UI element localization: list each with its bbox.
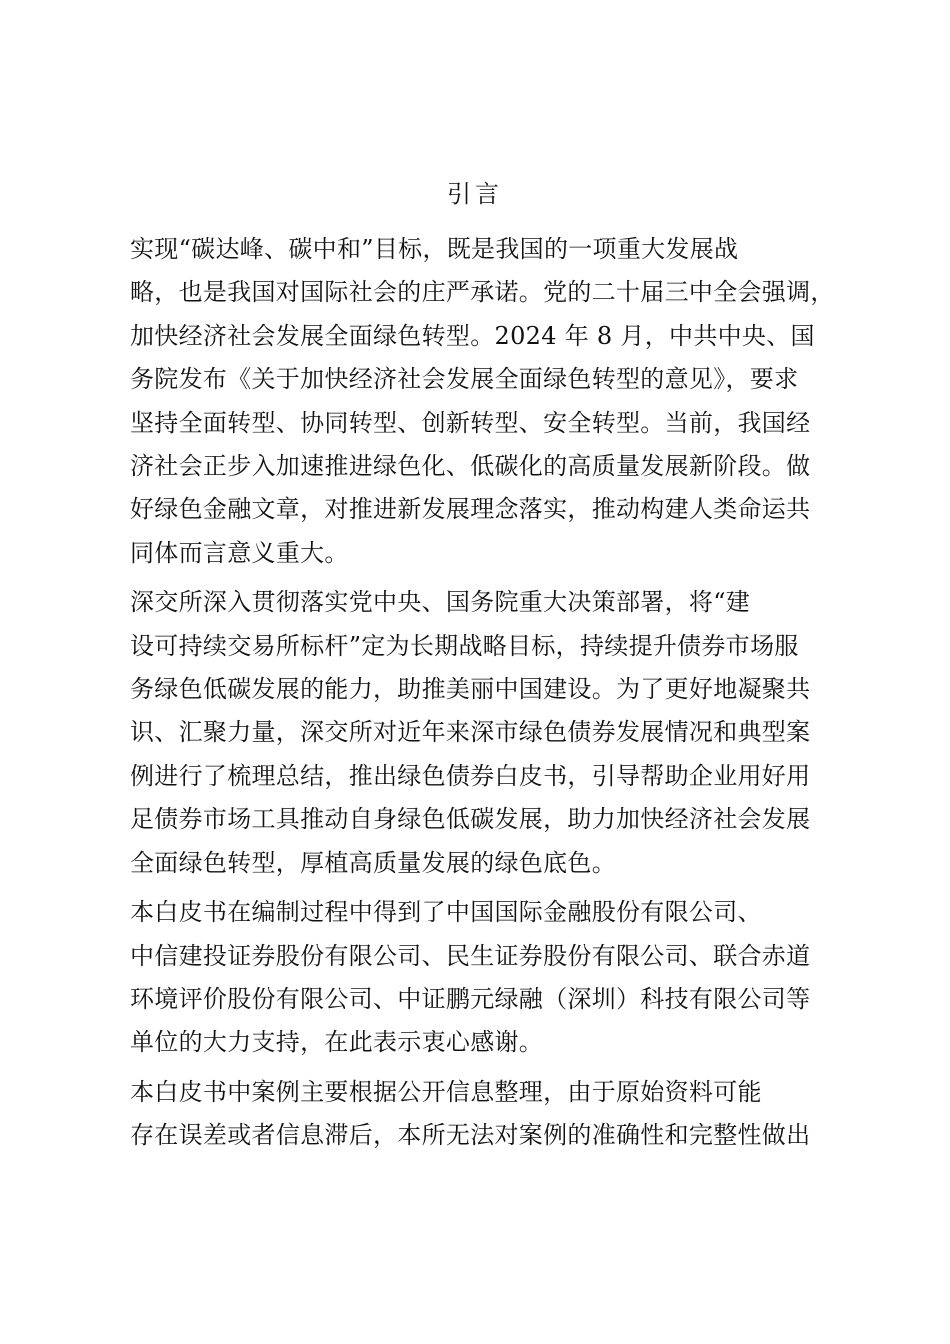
paragraph-line: 好绿色金融文章，对推进新发展理念落实，推动构建人类命运共 xyxy=(130,495,811,524)
paragraph-line: 环境评价股份有限公司、中证鹏元绿融（深圳）科技有限公司等 xyxy=(130,984,811,1013)
paragraph-4 xyxy=(130,1071,834,1158)
paragraph-line: 济社会正步入加速推进绿色化、低碳化的高质量发展新阶段。做 xyxy=(130,452,811,481)
paragraph-line: 本白皮书中案例主要根据公开信息整理，由于原始资料可能 xyxy=(130,1077,762,1106)
paragraph-line: 深交所深入贯彻落实党中央、国务院重大决策部署，将“建 xyxy=(130,588,751,617)
paragraph-line: 本白皮书在编制过程中得到了中国国际金融股份有限公司、 xyxy=(130,898,762,927)
paragraph-line: 存在误差或者信息滞后，本所无法对案例的准确性和完整性做出 xyxy=(130,1121,811,1150)
paragraph-line: 实现“碳达峰、碳中和”目标，既是我国的一项重大发展战 xyxy=(130,235,739,263)
paragraph-line: 例进行了梳理总结，推出绿色债券白皮书，引导帮助企业用好用 xyxy=(130,761,811,790)
paragraph-line: 足债券市场工具推动自身绿色低碳发展，助力加快经济社会发展 xyxy=(130,805,811,834)
page-title: 引言 xyxy=(447,180,503,208)
document-body xyxy=(130,228,834,1164)
paragraph-line: 务绿色低碳发展的能力，助推美丽中国建设。为了更好地凝聚共 xyxy=(130,675,811,704)
paragraph-line: 单位的大力支持，在此表示衷心感谢。 xyxy=(130,1028,544,1057)
paragraph-3 xyxy=(130,891,834,1065)
paragraph-line: 同体而言意义重大。 xyxy=(130,538,349,567)
paragraph-line: 识、汇聚力量，深交所对近年来深市绿色债券发展情况和典型案 xyxy=(130,718,811,747)
paragraph-line: 务院发布《关于加快经济社会发展全面绿色转型的意见》，要求 xyxy=(130,365,799,394)
paragraph-line: 略，也是我国对国际社会的庄严承诺。党的二十届三中全会强调， xyxy=(130,278,835,307)
paragraph-2 xyxy=(130,581,834,885)
paragraph-1 xyxy=(130,228,834,575)
paragraph-line: 坚持全面转型、协同转型、创新转型、安全转型。当前，我国经 xyxy=(130,408,811,437)
paragraph-line: 全面绿色转型，厚植高质量发展的绿色底色。 xyxy=(130,848,616,877)
paragraph-line: 加快经济社会发展全面绿色转型。2024 年 8 月，中共中央、国 xyxy=(130,321,815,350)
paragraph-line: 设可持续交易所标杆”定为长期战略目标，持续提升债券市场服 xyxy=(130,631,799,660)
paragraph-line: 中信建投证券股份有限公司、民生证券股份有限公司、联合赤道 xyxy=(130,941,811,970)
